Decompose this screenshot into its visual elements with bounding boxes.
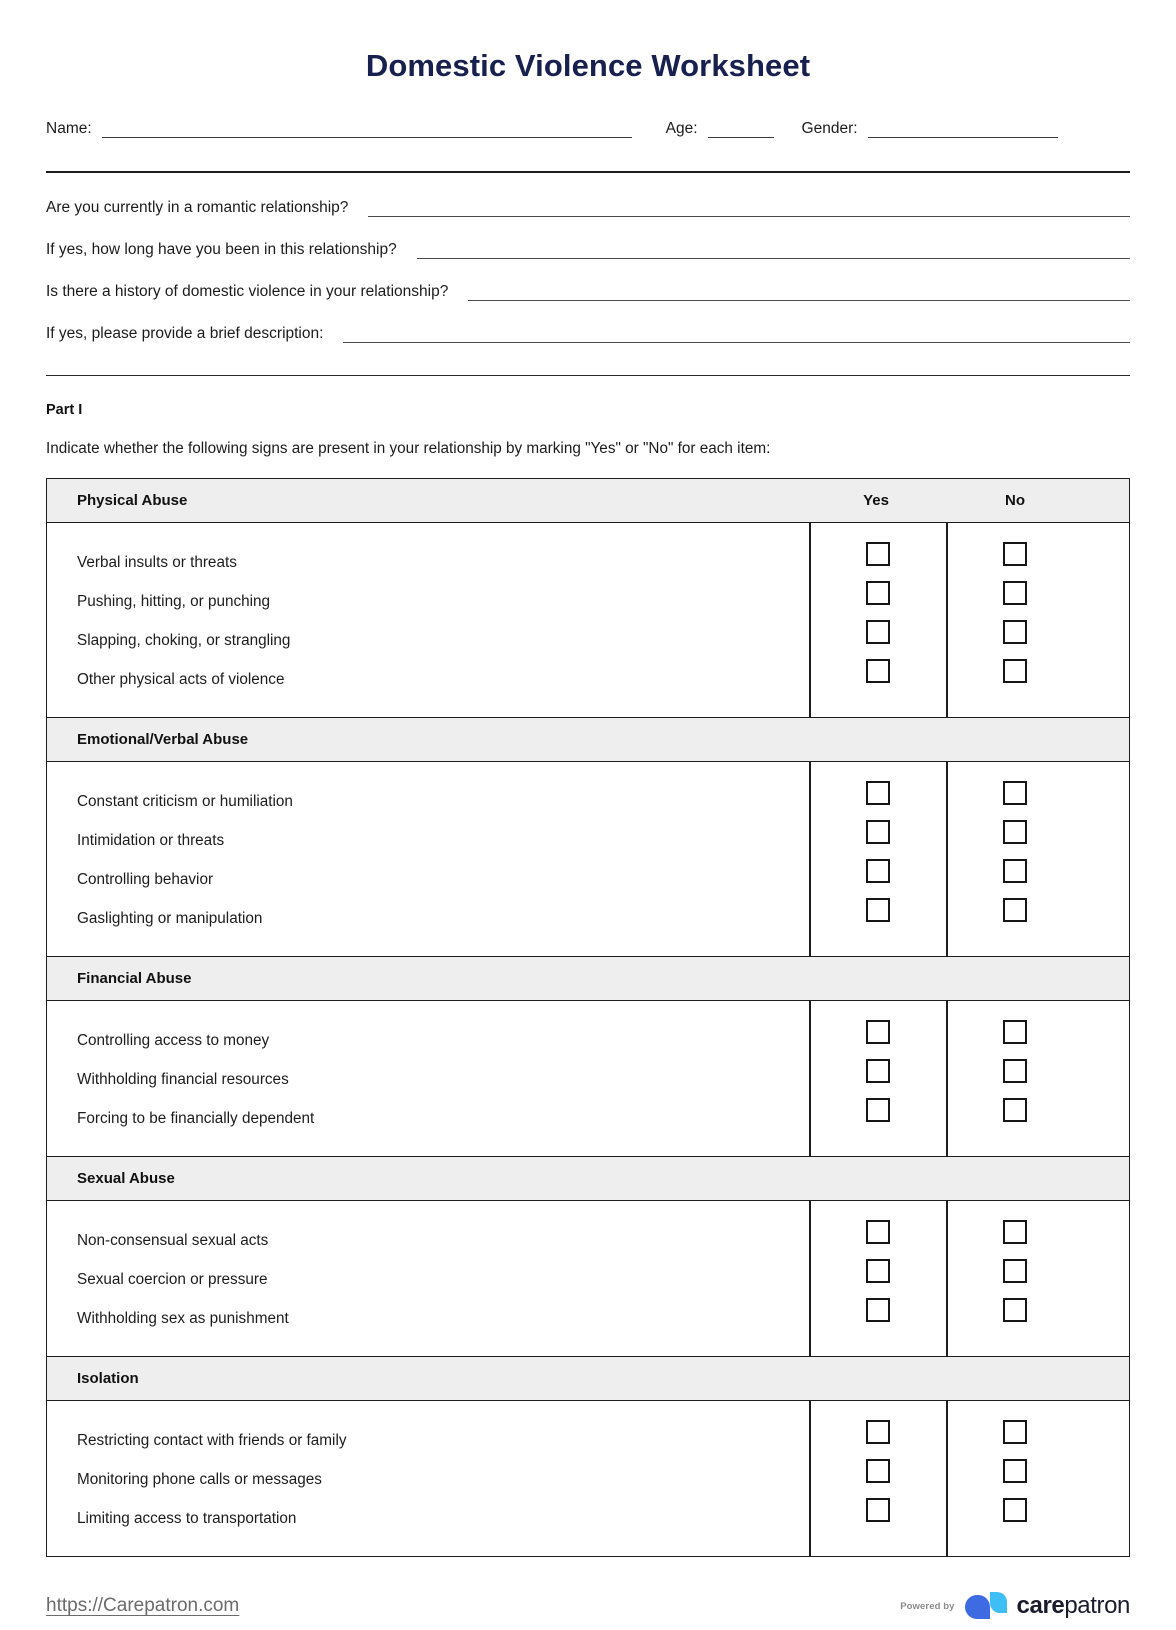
checkbox-yes[interactable] bbox=[866, 1420, 890, 1444]
powered-by-label: Powered by bbox=[900, 1600, 955, 1612]
checkbox-cell[interactable] bbox=[946, 651, 1083, 690]
question-row bbox=[46, 325, 1130, 343]
checkbox-no[interactable] bbox=[1003, 781, 1027, 805]
name-input[interactable] bbox=[102, 123, 632, 138]
checkbox-cell[interactable] bbox=[809, 1090, 946, 1129]
checkbox-cell[interactable] bbox=[809, 812, 946, 851]
page-title: Domestic Violence Worksheet bbox=[365, 48, 811, 83]
checkbox-cell[interactable] bbox=[946, 534, 1083, 573]
checkbox-yes[interactable] bbox=[866, 1020, 890, 1044]
checkbox-yes[interactable] bbox=[866, 659, 890, 683]
category-body bbox=[47, 1401, 1129, 1556]
part-instruction: Indicate whether the following signs are present in your relationship by marking "Yes" or "No" for each item: bbox=[46, 440, 771, 457]
page-footer bbox=[46, 1591, 1130, 1621]
item-label: Withholding financial resources bbox=[77, 1071, 289, 1088]
checkbox-cell[interactable] bbox=[946, 1451, 1083, 1490]
checkbox-cell[interactable] bbox=[809, 651, 946, 690]
yes-checkbox-column bbox=[809, 1401, 946, 1529]
checkbox-yes[interactable] bbox=[866, 542, 890, 566]
checkbox-cell[interactable] bbox=[946, 851, 1083, 890]
checkbox-no[interactable] bbox=[1003, 820, 1027, 844]
checkbox-cell[interactable] bbox=[809, 1051, 946, 1090]
yes-checkbox-column bbox=[809, 1201, 946, 1329]
checkbox-no[interactable] bbox=[1003, 581, 1027, 605]
part-heading: Part I bbox=[46, 402, 83, 418]
category-label: Sexual Abuse bbox=[77, 1170, 175, 1187]
checkbox-yes[interactable] bbox=[866, 1059, 890, 1083]
checkbox-no[interactable] bbox=[1003, 1298, 1027, 1322]
checkbox-yes[interactable] bbox=[866, 820, 890, 844]
checkbox-cell[interactable] bbox=[809, 573, 946, 612]
checkbox-no[interactable] bbox=[1003, 659, 1027, 683]
category-header bbox=[47, 1357, 1129, 1401]
name-label: Name: bbox=[46, 120, 92, 137]
question-row bbox=[46, 199, 1130, 217]
item-label: Slapping, choking, or strangling bbox=[77, 632, 291, 649]
item-label: Restricting contact with friends or family bbox=[77, 1432, 347, 1449]
item-label: Monitoring phone calls or messages bbox=[77, 1471, 322, 1488]
no-checkbox-column bbox=[946, 1401, 1083, 1529]
category-label: Financial Abuse bbox=[77, 970, 192, 987]
checkbox-cell[interactable] bbox=[946, 1212, 1083, 1251]
checkbox-yes[interactable] bbox=[866, 581, 890, 605]
category-header bbox=[47, 957, 1129, 1001]
checkbox-no[interactable] bbox=[1003, 859, 1027, 883]
item-label: Constant criticism or humiliation bbox=[77, 793, 293, 810]
checkbox-cell[interactable] bbox=[809, 1251, 946, 1290]
category-label: Physical Abuse bbox=[77, 492, 188, 509]
item-label: Pushing, hitting, or punching bbox=[77, 593, 271, 610]
checkbox-cell[interactable] bbox=[809, 1451, 946, 1490]
gender-input[interactable] bbox=[868, 123, 1058, 138]
age-input[interactable] bbox=[708, 123, 774, 138]
brand-name-light: patron bbox=[1064, 1592, 1130, 1619]
checkbox-yes[interactable] bbox=[866, 1098, 890, 1122]
checkbox-yes[interactable] bbox=[866, 1298, 890, 1322]
checkbox-cell[interactable] bbox=[809, 890, 946, 929]
checkbox-cell[interactable] bbox=[946, 1051, 1083, 1090]
item-label: Gaslighting or manipulation bbox=[77, 910, 263, 927]
checkbox-no[interactable] bbox=[1003, 1220, 1027, 1244]
question-answer-input[interactable] bbox=[343, 329, 1130, 343]
checkbox-cell[interactable] bbox=[809, 612, 946, 651]
checkbox-cell[interactable] bbox=[946, 890, 1083, 929]
abuse-checklist-table bbox=[46, 478, 1130, 1557]
checkbox-cell[interactable] bbox=[946, 1012, 1083, 1051]
item-label: Verbal insults or threats bbox=[77, 554, 237, 571]
item-label: Withholding sex as punishment bbox=[77, 1310, 289, 1327]
checkbox-cell[interactable] bbox=[809, 1490, 946, 1529]
checkbox-cell[interactable] bbox=[809, 851, 946, 890]
checkbox-yes[interactable] bbox=[866, 781, 890, 805]
item-label: Controlling access to money bbox=[77, 1032, 270, 1049]
item-label: Forcing to be financially dependent bbox=[77, 1110, 315, 1127]
category-label: Emotional/Verbal Abuse bbox=[77, 731, 249, 748]
checkbox-no[interactable] bbox=[1003, 1059, 1027, 1083]
carepatron-logo-icon bbox=[964, 1591, 1008, 1621]
checkbox-cell[interactable] bbox=[809, 1412, 946, 1451]
checkbox-yes[interactable] bbox=[866, 1259, 890, 1283]
gender-label: Gender: bbox=[801, 120, 858, 137]
section-divider-top bbox=[46, 171, 1130, 173]
checkbox-cell[interactable] bbox=[946, 1251, 1083, 1290]
question-label: Is there a history of domestic violence in your relationship? bbox=[46, 283, 449, 300]
checkbox-cell[interactable] bbox=[946, 812, 1083, 851]
carepatron-site-link[interactable]: https://Carepatron.com bbox=[46, 1595, 240, 1616]
checkbox-yes[interactable] bbox=[866, 859, 890, 883]
checkbox-no[interactable] bbox=[1003, 620, 1027, 644]
question-row bbox=[46, 241, 1130, 259]
checkbox-cell[interactable] bbox=[946, 1490, 1083, 1529]
category-body bbox=[47, 1001, 1129, 1157]
question-row bbox=[46, 283, 1130, 301]
carepatron-wordmark bbox=[1017, 1592, 1130, 1620]
checkbox-no[interactable] bbox=[1003, 1420, 1027, 1444]
checkbox-cell[interactable] bbox=[946, 773, 1083, 812]
section-divider-bottom bbox=[46, 375, 1130, 376]
checkbox-yes[interactable] bbox=[866, 1220, 890, 1244]
checkbox-cell[interactable] bbox=[946, 573, 1083, 612]
checkbox-no[interactable] bbox=[1003, 542, 1027, 566]
checkbox-cell[interactable] bbox=[809, 1012, 946, 1051]
question-answer-input[interactable] bbox=[468, 287, 1130, 301]
yes-checkbox-column bbox=[809, 523, 946, 690]
item-label: Intimidation or threats bbox=[77, 832, 225, 849]
brand-lockup bbox=[900, 1591, 1130, 1621]
checkbox-no[interactable] bbox=[1003, 1459, 1027, 1483]
question-label: If yes, how long have you been in this relationship? bbox=[46, 241, 397, 258]
item-label: Non-consensual sexual acts bbox=[77, 1232, 269, 1249]
identity-row bbox=[46, 120, 1130, 138]
question-label: If yes, please provide a brief description: bbox=[46, 325, 324, 342]
item-label: Sexual coercion or pressure bbox=[77, 1271, 268, 1288]
category-body bbox=[47, 523, 1129, 718]
item-label: Controlling behavior bbox=[77, 871, 214, 888]
checkbox-no[interactable] bbox=[1003, 1259, 1027, 1283]
category-header bbox=[47, 479, 1129, 523]
no-checkbox-column bbox=[946, 523, 1083, 690]
age-label: Age: bbox=[665, 120, 698, 137]
checkbox-no[interactable] bbox=[1003, 1098, 1027, 1122]
checkbox-cell[interactable] bbox=[809, 1290, 946, 1329]
category-label: Isolation bbox=[77, 1370, 139, 1387]
item-label: Limiting access to transportation bbox=[77, 1510, 297, 1527]
question-label: Are you currently in a romantic relationship? bbox=[46, 199, 349, 216]
no-checkbox-column bbox=[946, 1201, 1083, 1329]
category-body bbox=[47, 762, 1129, 957]
intake-questions bbox=[46, 199, 1130, 343]
checkbox-cell[interactable] bbox=[809, 534, 946, 573]
yes-checkbox-column bbox=[809, 1001, 946, 1129]
checkbox-yes[interactable] bbox=[866, 620, 890, 644]
checkbox-cell[interactable] bbox=[809, 1212, 946, 1251]
checkbox-cell[interactable] bbox=[946, 1290, 1083, 1329]
brand-name-bold: care bbox=[1016, 1592, 1065, 1619]
no-checkbox-column bbox=[946, 762, 1083, 929]
category-header bbox=[47, 1157, 1129, 1201]
checkbox-no[interactable] bbox=[1003, 1498, 1027, 1522]
column-header-no: No bbox=[1005, 492, 1025, 509]
checkbox-cell[interactable] bbox=[946, 612, 1083, 651]
checkbox-yes[interactable] bbox=[866, 1498, 890, 1522]
question-answer-input[interactable] bbox=[417, 245, 1130, 259]
question-answer-input[interactable] bbox=[368, 203, 1130, 217]
column-header-yes: Yes bbox=[863, 492, 889, 509]
category-header bbox=[47, 718, 1129, 762]
checkbox-cell[interactable] bbox=[946, 1412, 1083, 1451]
checkbox-yes[interactable] bbox=[866, 1459, 890, 1483]
yes-checkbox-column bbox=[809, 762, 946, 929]
checkbox-cell[interactable] bbox=[946, 1090, 1083, 1129]
no-checkbox-column bbox=[946, 1001, 1083, 1129]
item-label: Other physical acts of violence bbox=[77, 671, 285, 688]
checkbox-no[interactable] bbox=[1003, 1020, 1027, 1044]
checkbox-no[interactable] bbox=[1003, 898, 1027, 922]
category-body bbox=[47, 1201, 1129, 1357]
checkbox-cell[interactable] bbox=[809, 773, 946, 812]
checkbox-yes[interactable] bbox=[866, 898, 890, 922]
